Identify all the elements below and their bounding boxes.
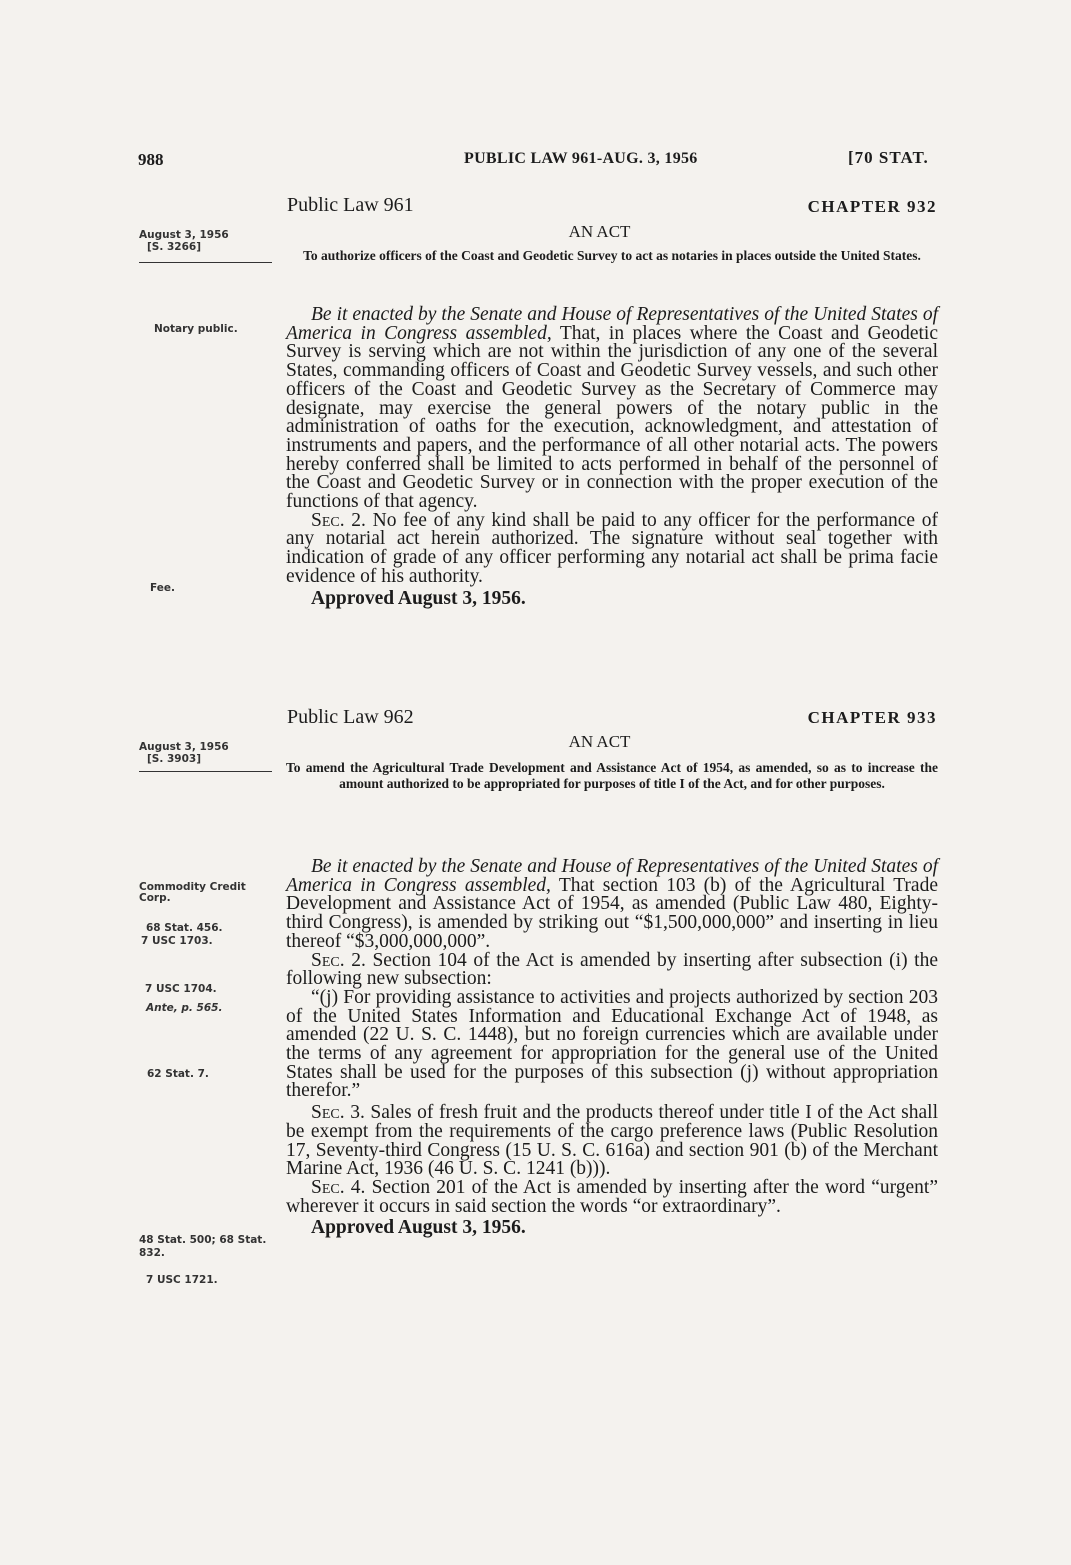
law-title-962: Public Law 962 — [287, 706, 414, 728]
margin-note-citation: 7 USC 1721. — [146, 1274, 218, 1286]
margin-note-citation: 7 USC 1704. — [145, 983, 217, 995]
section-2-text: No fee of any kind shall be paid to any officer for the performance of any notarial act herein authorized. The signature without seal together with indication of grade of any officer performing any notarial act shall be prima facie evidence of his authority. — [286, 509, 938, 587]
margin-rule — [139, 771, 272, 772]
margin-note-notary-public: Notary public. — [154, 323, 238, 335]
approval-date-961: Approved August 3, 1956. — [311, 587, 526, 609]
margin-bill-number: [S. 3903] — [147, 753, 202, 765]
chapter-933: CHAPTER 933 — [807, 708, 937, 727]
section-2 — [286, 949, 938, 990]
act-body-961 — [286, 306, 938, 608]
section-4 — [286, 1176, 938, 1217]
act-heading-961: AN ACT — [568, 222, 631, 241]
act-body-962 — [286, 858, 938, 1238]
margin-note-citation: 7 USC 1703. — [141, 935, 213, 947]
running-title: PUBLIC LAW 961-AUG. 3, 1956 — [464, 150, 698, 167]
margin-rule — [139, 262, 272, 263]
margin-note-citation: Ante, p. 565. — [146, 1002, 223, 1014]
subsection-j: “(j) For providing assistance to activities and projects authorized by section 203 of the United States Information and Educational Exchange Act of 1948, as amended (22 U. S. C. 1448), but no foreign currencies which are available under the terms of any agreement for appropriation for the general use of the United States shall be used for the purposes of this subsection (j) without appropriation therefor.” — [286, 986, 938, 1102]
statute-volume: [70 STAT. — [848, 148, 929, 167]
approval-date-962: Approved August 3, 1956. — [311, 1217, 526, 1239]
section-label: Sec. 2. — [311, 949, 366, 971]
margin-note-citation: 62 Stat. 7. — [147, 1068, 209, 1080]
section-1 — [286, 306, 938, 512]
section-2 — [286, 509, 938, 587]
enacting-clause: Be it enacted by the Senate and House of Representatives of the United States of America in Congress assembled, — [286, 856, 938, 896]
act-purpose-961: To authorize officers of the Coast and Geodetic Survey to act as notaries in places outside the United States. — [303, 248, 921, 263]
margin-note-citation: 48 Stat. 500; 68 Stat. 832. — [139, 1234, 267, 1259]
section-1-text: That, in places where the Coast and Geodetic Survey is serving which are not within the jurisdiction of any one of the several States, commanding officers of Coast and Geodetic Survey vessels, and such other officers of the Coast and Geodetic Survey as the Secretary of Commerce may designate, may exercise the general powers of the notary public in the administration of oaths for the execution, acknowledgment, and attestation of instruments and papers, and the performance of all other notarial acts. The powers hereby conferred shall be limited to acts performed in behalf of the personnel of the Coast and Geodetic Survey or in connection with the proper execution of the functions of that agency. — [286, 322, 939, 513]
margin-bill-number: [S. 3266] — [147, 241, 202, 253]
section-2-text: Section 104 of the Act is amended by inserting after subsection (i) the following new subsection: — [286, 949, 938, 990]
enacting-clause: Be it enacted by the Senate and House of Representatives of the United States of America in Congress assembled, — [286, 304, 938, 344]
section-label: Sec. 2. — [311, 509, 366, 531]
margin-date: August 3, 1956 — [139, 229, 229, 241]
act-purpose-962: To amend the Agricultural Trade Development and Assistance Act of 1954, as amended, so as to increase the amount authorized to be appropriated for purposes of title I of the Act, and for other purposes. — [286, 760, 938, 791]
margin-note-fee: Fee. — [150, 582, 175, 594]
section-1 — [286, 858, 938, 952]
section-label: Sec. 3. — [311, 1102, 365, 1124]
section-3-text: Sales of fresh fruit and the products thereof under title I of the Act shall be exempt from the requirements of the cargo preference laws (Public Resolution 17, Seventy-third Congress (15 U. S. C. 616a) and section 901 (b) of the Merchant Marine Act, 1936 (46 U. S. C. 1241 (b))). — [286, 1102, 938, 1180]
page-number: 988 — [138, 150, 164, 169]
margin-note-commodity-credit: Commodity Credit Corp. — [139, 881, 246, 904]
law-title-961: Public Law 961 — [287, 194, 414, 216]
section-1-text: That section 103 (b) of the Agricultural Trade Development and Assistance Act of 1954, as amended (Public Law 480, Eighty-third Congress), is amended by striking out “$1,500,000,000” and inserting in lieu thereof “$3,000,000,000”. — [286, 874, 938, 952]
section-3 — [286, 1104, 938, 1179]
act-heading-962: AN ACT — [568, 732, 631, 751]
section-label: Sec. 4. — [311, 1176, 366, 1198]
margin-date: August 3, 1956 — [139, 741, 229, 753]
section-4-text: Section 201 of the Act is amended by inserting after the word “urgent” wherever it occurs in said section the words “or extraordinary”. — [286, 1176, 938, 1217]
chapter-932: CHAPTER 932 — [807, 197, 937, 216]
margin-note-citation: 68 Stat. 456. — [146, 922, 223, 934]
